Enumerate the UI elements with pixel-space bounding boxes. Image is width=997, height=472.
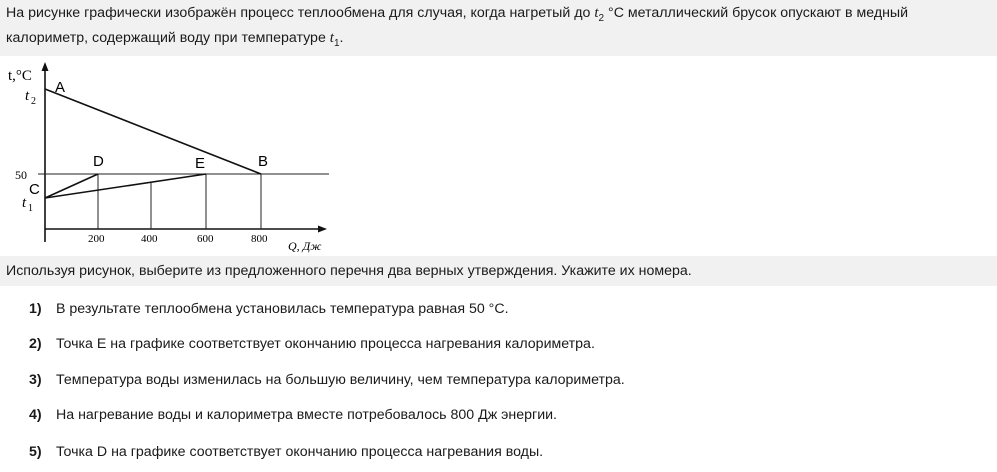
option-text: Температура воды изменилась на большую величину, чем температура калориметра. <box>56 372 625 388</box>
option-text: На нагревание воды и калориметра вместе потребовалось 800 Дж энергии. <box>56 407 557 423</box>
point-label-B: B <box>258 153 269 170</box>
y-label-t2: t <box>25 88 30 104</box>
option-text: Точка E на графике соответствует окончанию процесса нагревания калориметра. <box>56 336 595 352</box>
option-number: 4) <box>29 407 42 423</box>
y-axis-label: t,°C <box>8 68 32 84</box>
option-number: 3) <box>29 372 42 388</box>
y-axis-arrow <box>42 62 49 71</box>
point-label-E: E <box>195 155 206 172</box>
option-1 <box>0 299 997 329</box>
t1-subscript: 1 <box>333 37 340 49</box>
x-tick-200: 200 <box>88 233 105 245</box>
heat-exchange-graph <box>0 56 329 256</box>
point-label-D: D <box>93 153 104 170</box>
intro-line-1 <box>6 3 908 29</box>
point-label-C: C <box>29 181 40 198</box>
intro-line-2 <box>6 28 343 54</box>
graph-svg <box>0 56 329 256</box>
option-3 <box>0 370 997 400</box>
line-AB <box>45 89 261 174</box>
x-tick-600: 600 <box>197 233 214 245</box>
intro-text: На рисунке графически изображён процесс теплообмена для случая, когда нагретый до <box>6 5 595 21</box>
task-intro <box>0 0 997 56</box>
x-axis-label: Q, Дж <box>288 239 322 253</box>
x-axis-arrow <box>318 226 327 233</box>
x-tick-400: 400 <box>141 233 158 245</box>
question-prompt: Используя рисунок, выберите из предложенного перечня два верных утверждения. Укажите их номера. <box>6 263 692 279</box>
option-text: В результате теплообмена установилась температура равная 50 °C. <box>56 301 509 317</box>
y-label-t1-sub: 1 <box>28 203 33 214</box>
line-CE <box>45 174 206 198</box>
option-4 <box>0 405 997 435</box>
option-5 <box>0 442 997 472</box>
t2-subscript: 2 <box>598 12 605 24</box>
option-number: 1) <box>29 301 42 317</box>
t1-symbol: t <box>329 30 334 46</box>
t2-symbol: t <box>594 5 599 21</box>
point-label-A: A <box>55 79 66 96</box>
intro-text: калориметр, содержащий воду при температуре <box>6 30 330 46</box>
x-tick-800: 800 <box>251 233 268 245</box>
option-2 <box>0 334 997 364</box>
option-number: 5) <box>29 444 42 460</box>
y-label-t2-sub: 2 <box>31 96 36 107</box>
intro-text: °C металлический брусок опускают в медный <box>604 5 909 21</box>
y-tick-50: 50 <box>15 168 27 182</box>
question-band <box>0 256 997 286</box>
y-label-t1: t <box>22 195 27 211</box>
option-text: Точка D на графике соответствует окончанию процесса нагревания воды. <box>56 444 544 460</box>
intro-text: . <box>339 30 344 46</box>
option-number: 2) <box>29 336 42 352</box>
